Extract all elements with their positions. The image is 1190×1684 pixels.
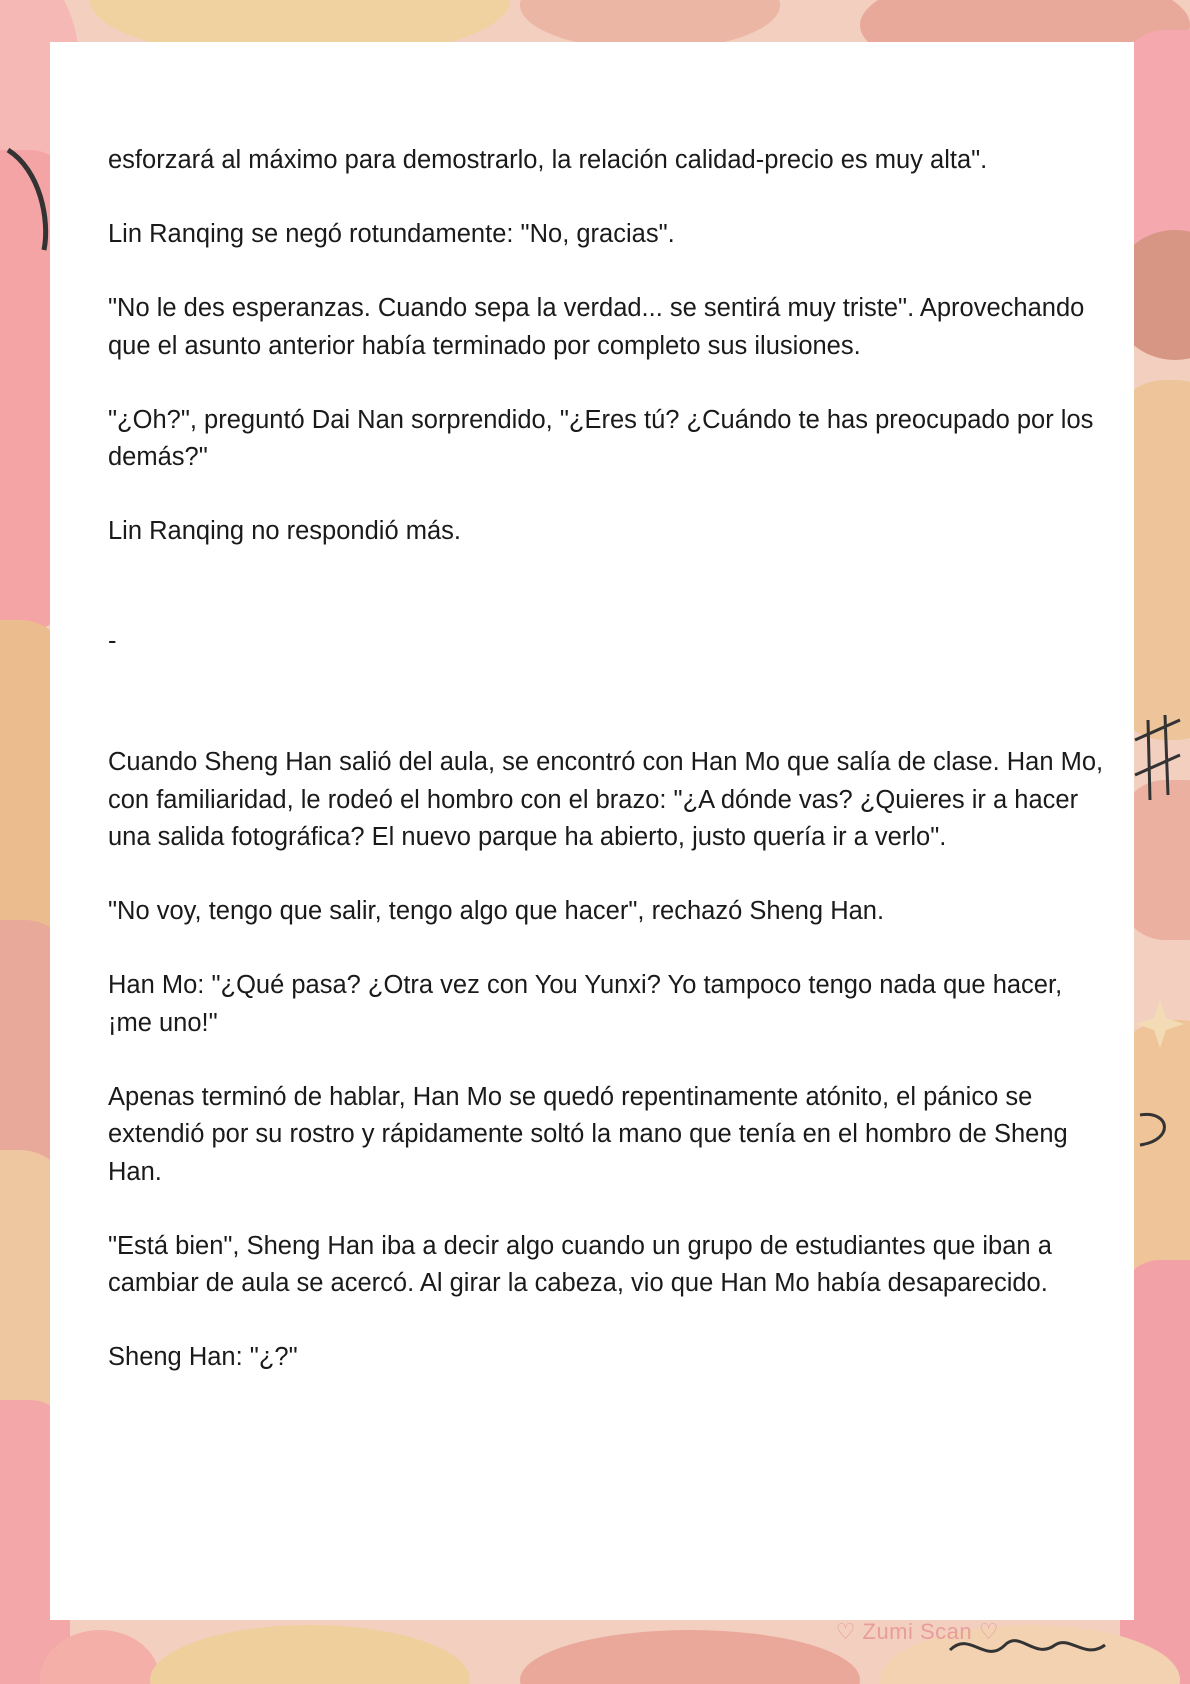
paragraph: Lin Ranqing no respondió más. bbox=[108, 517, 461, 545]
paragraph: Cuando Sheng Han salió del aula, se encontró con Han Mo que salía de clase. Han Mo, con familiaridad, le rodeó el hombro con el brazo: "¿A dónde vas? ¿Quieres ir a hacer una salida fotográfica? El nuevo parque ha abierto, justo quería ir a verlo". bbox=[108, 748, 1104, 851]
paragraph: "Está bien", Sheng Han iba a decir algo cuando un grupo de estudiantes que iban a cambiar de aula se acercó. Al girar la cabeza, vio que Han Mo había desaparecido. bbox=[108, 1231, 1052, 1297]
paragraph: Lin Ranqing se negó rotundamente: "No, gracias". bbox=[108, 220, 675, 248]
page-sheet bbox=[50, 42, 1134, 1644]
scene-separator: - bbox=[108, 626, 117, 655]
paragraph: "No voy, tengo que salir, tengo algo que hacer", rechazó Sheng Han. bbox=[108, 897, 885, 925]
paragraph: Apenas terminó de hablar, Han Mo se quedó repentinamente atónito, el pánico se extendió por su rostro y rápidamente soltó la mano que tenía en el hombro de Sheng Han. bbox=[108, 1082, 1068, 1186]
paragraph: Sheng Han: "¿?" bbox=[108, 1343, 298, 1371]
scanlator-credit: ♡ Zumi Scan ♡ bbox=[835, 1619, 999, 1644]
paragraph: "¿Oh?", preguntó Dai Nan sorprendido, "¿Eres tú? ¿Cuándo te has preocupado por los demás?" bbox=[108, 405, 1094, 471]
chapter-text bbox=[108, 142, 1108, 1413]
paragraph: "No le des esperanzas. Cuando sepa la verdad... se sentirá muy triste". Aprovechando que el asunto anterior había terminado por completo sus ilusiones. bbox=[108, 294, 1085, 360]
paragraph: esforzará al máximo para demostrarlo, la relación calidad-precio es muy alta". bbox=[108, 146, 988, 174]
paragraph: Han Mo: "¿Qué pasa? ¿Otra vez con You Yunxi? Yo tampoco tengo nada que hacer, ¡me uno!" bbox=[108, 971, 1063, 1037]
